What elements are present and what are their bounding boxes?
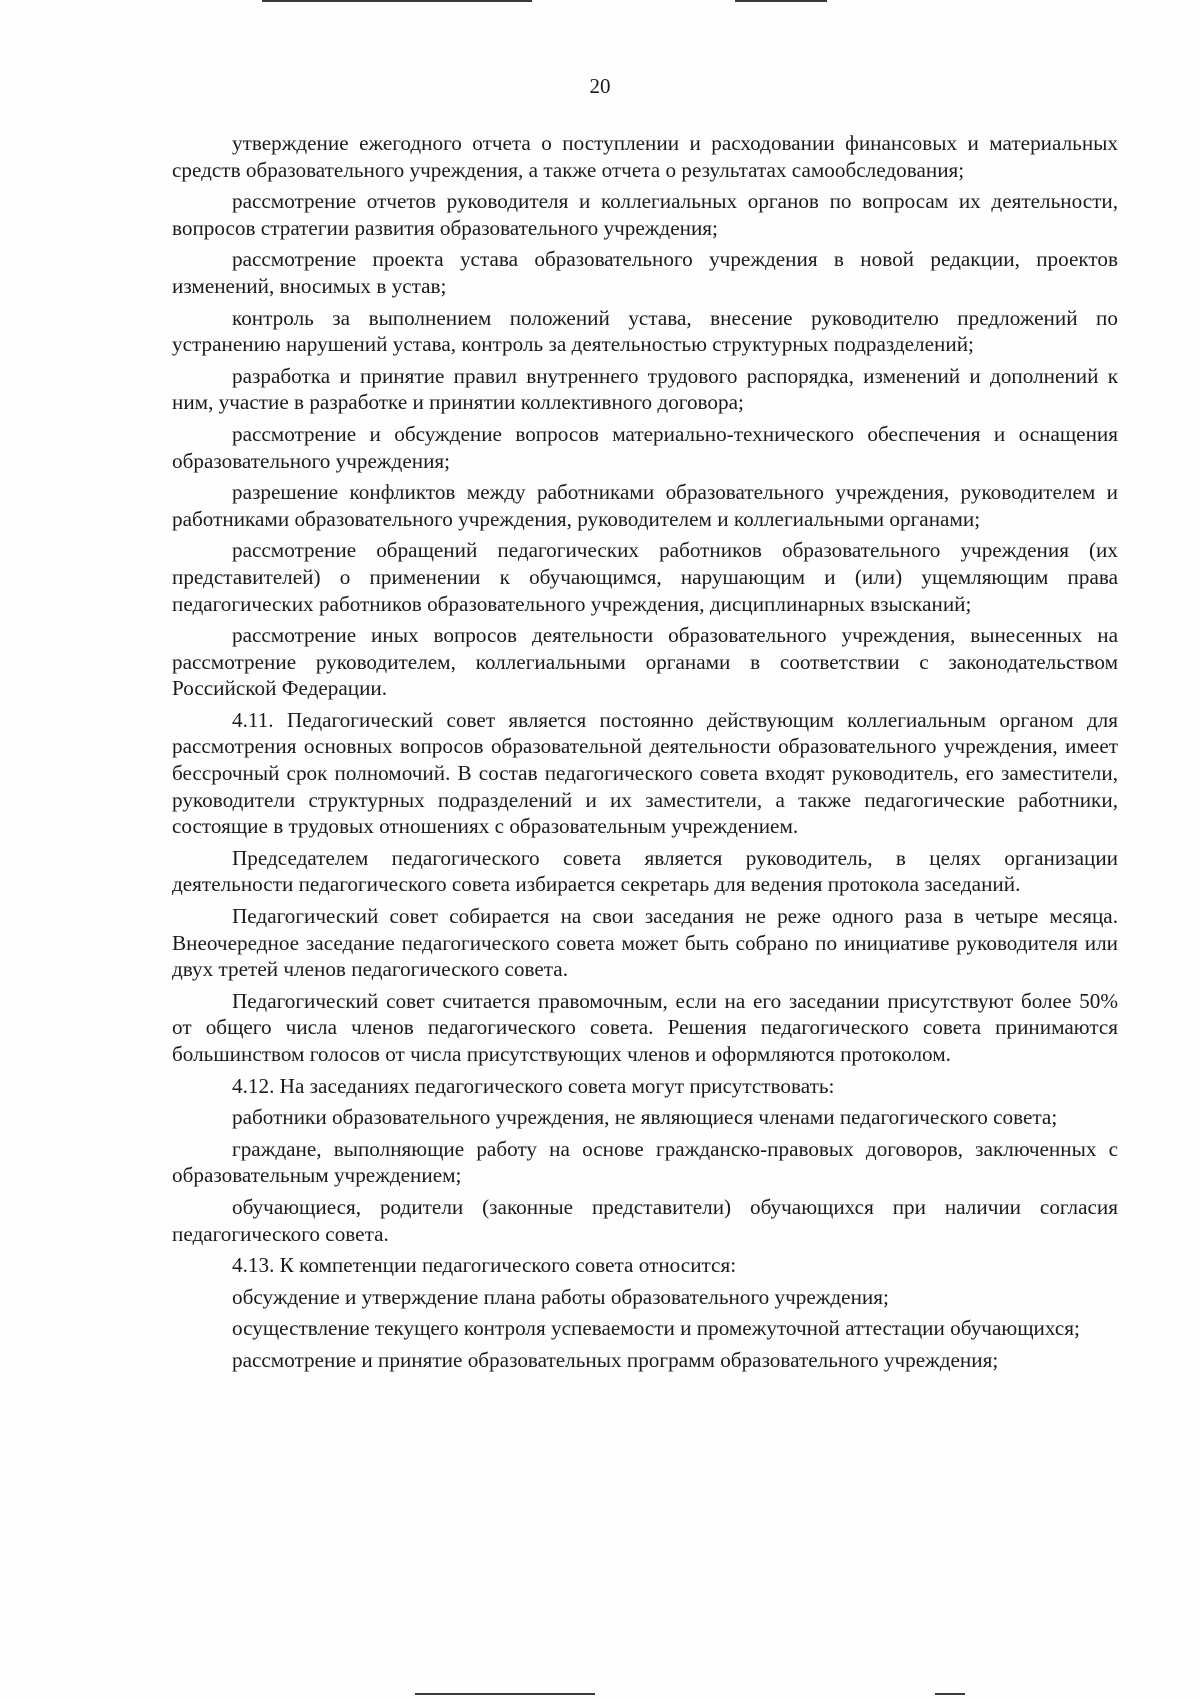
paragraph: 4.11. Педагогический совет является постоянно действующим коллегиальным органом для рассмотрения основных вопросов образовательной деятельности образовательного учреждения, имеет бессрочный срок полномочий. В состав педагогического совета входят руководитель, его заместители, руководители структурных подразделений и их заместители, а также педагогические работники, состоящие в трудовых отношениях с образовательным учреждением. bbox=[172, 707, 1118, 839]
paragraph: рассмотрение обращений педагогических работников образовательного учреждения (их представителей) о применении к обучающимся, нарушающим и (или) ущемляющим права педагогических работников образовательного учреждения, дисциплинарных взысканий; bbox=[172, 538, 1118, 616]
paragraph: Председателем педагогического совета является руководитель, в целях организации деятельности педагогического совета избирается секретарь для ведения протокола заседаний. bbox=[172, 845, 1118, 897]
paragraph: разрешение конфликтов между работниками образовательного учреждения, руководителем и работниками образовательного учреждения, руководителем и коллегиальными органами; bbox=[172, 480, 1118, 531]
page-number: 20 bbox=[589, 74, 611, 98]
paragraph: 4.13. К компетенции педагогического совета относится: bbox=[232, 1253, 737, 1278]
paragraph: утверждение ежегодного отчета о поступлении и расходовании финансовых и материальных средств образовательного учреждения, а также отчета о результатах самообследования; bbox=[172, 131, 1118, 182]
paragraph: Педагогический совет считается правомочным, если на его заседании присутствуют более 50% от общего числа членов педагогического совета. Решения педагогического совета принимаются большинством голосов от числа присутствующих членов и оформляются протоколом. bbox=[172, 988, 1118, 1066]
paragraph: разработка и принятие правил внутреннего трудового распорядка, изменений и дополнений к ним, участие в разработке и принятии коллективного договора; bbox=[172, 363, 1118, 415]
paragraph: Педагогический совет собирается на свои заседания не реже одного раза в четыре месяца. Внеочередное заседание педагогического совета может быть собрано по инициативе руководителя или двух третей членов педагогического совета. bbox=[172, 904, 1118, 982]
scan-mark-top-right bbox=[735, 0, 827, 2]
paragraph: контроль за выполнением положений устава, внесение руководителю предложений по устранению нарушений устава, контроль за деятельностью структурных подразделений; bbox=[172, 305, 1118, 357]
paragraph: рассмотрение отчетов руководителя и коллегиальных органов по вопросам их деятельности, вопросов стратегии развития образовательного учреждения; bbox=[172, 189, 1118, 240]
paragraph: рассмотрение иных вопросов деятельности образовательного учреждения, вынесенных на рассмотрение руководителем, коллегиальными органами в соответствии с законодательством Российской Федерации. bbox=[172, 623, 1118, 701]
paragraph: обучающиеся, родители (законные представители) обучающихся при наличии согласия педагогического совета. bbox=[172, 1194, 1118, 1246]
document-body bbox=[172, 130, 1118, 1379]
paragraph: осуществление текущего контроля успеваемости и промежуточной аттестации обучающихся; bbox=[232, 1316, 1080, 1341]
paragraph: рассмотрение и принятие образовательных программ образовательного учреждения; bbox=[232, 1347, 999, 1372]
scan-mark-top-left bbox=[262, 0, 532, 2]
paragraph: 4.12. На заседаниях педагогического совета могут присутствовать: bbox=[232, 1073, 835, 1098]
scan-mark-bottom-left bbox=[415, 1693, 595, 1695]
paragraph: работники образовательного учреждения, не являющиеся членами педагогического совета; bbox=[232, 1105, 1058, 1130]
paragraph: рассмотрение и обсуждение вопросов материально-технического обеспечения и оснащения образовательного учреждения; bbox=[172, 421, 1118, 473]
paragraph: рассмотрение проекта устава образовательного учреждения в новой редакции, проектов изменений, вносимых в устав; bbox=[172, 247, 1118, 298]
scan-mark-bottom-right bbox=[935, 1693, 965, 1695]
paragraph: обсуждение и утверждение плана работы образовательного учреждения; bbox=[232, 1284, 889, 1309]
paragraph: граждане, выполняющие работу на основе гражданско-правовых договоров, заключенных с образовательным учреждением; bbox=[172, 1136, 1118, 1188]
